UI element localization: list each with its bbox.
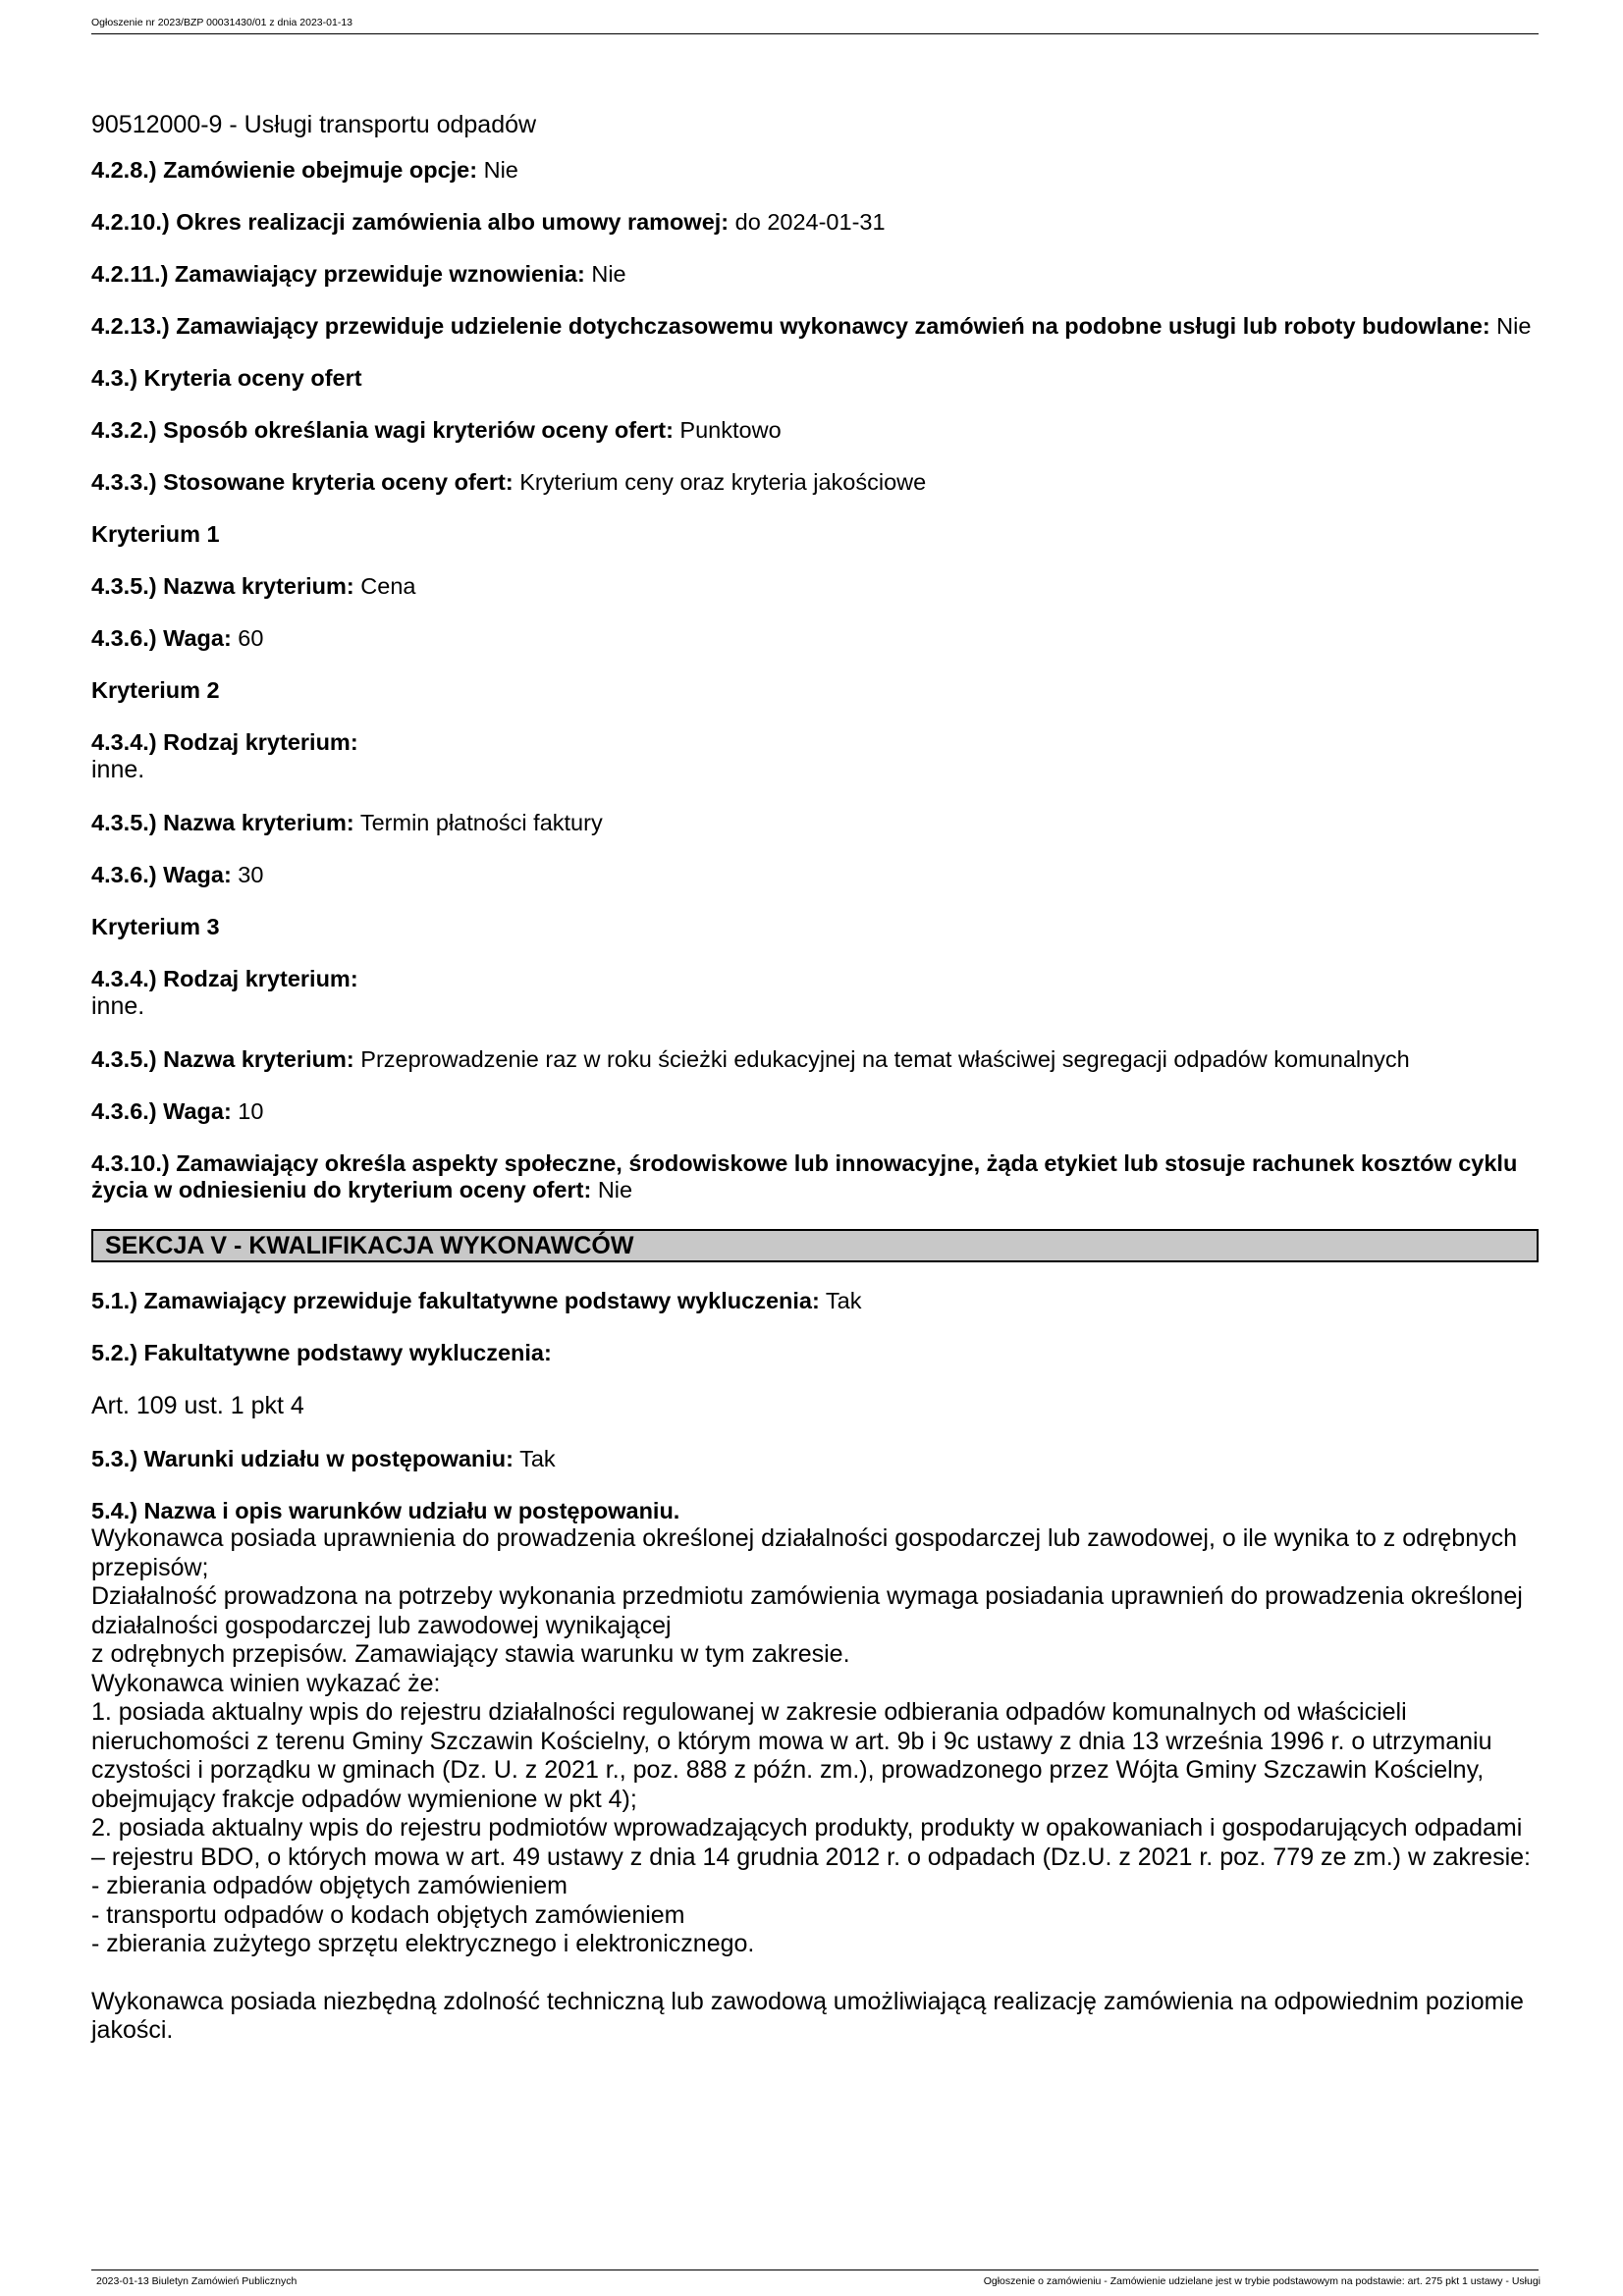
condition-line: Działalność prowadzona na potrzeby wykonania przedmiotu zamówienia wymaga posiadania uprawnień do prowadzenia określonej działalności gospodarczej lub zawodowej wynikającej — [91, 1582, 1523, 1639]
field-value: Termin płatności faktury — [353, 810, 603, 835]
footer-right: Ogłoszenie o zamówieniu - Zamówienie udzielane jest w trybie podstawowym na podstawie: art. 275 pkt 1 ustawy - Usługi — [983, 2275, 1541, 2287]
field-label: 4.3.6.) Waga: — [91, 625, 232, 651]
field-label: 4.2.8.) Zamówienie obejmuje opcje: — [91, 157, 478, 183]
criterion-3-type — [91, 966, 1539, 1021]
criterion-2-name — [91, 810, 1539, 836]
criterion-3-title: Kryterium 3 — [91, 914, 220, 939]
header-rule — [91, 33, 1539, 34]
field-value: Przeprowadzenie raz w roku ścieżki edukacyjnej na temat właściwej segregacji odpadów komunalnych — [353, 1046, 1410, 1072]
field-4-2-8 — [91, 157, 1539, 184]
condition-line: - zbierania odpadów objętych zamówieniem — [91, 1872, 568, 1899]
field-4-3 — [91, 365, 1539, 392]
field-value: do 2024-01-31 — [729, 209, 886, 235]
footer-rule — [91, 2269, 1539, 2270]
criterion-2-title: Kryterium 2 — [91, 677, 220, 703]
field-label: 4.3.6.) Waga: — [91, 862, 232, 887]
field-value: Punktowo — [673, 417, 782, 443]
field-label: 4.2.13.) Zamawiający przewiduje udzielenie dotychczasowemu wykonawcy zamówień na podobne usługi lub roboty budowlane: — [91, 313, 1490, 339]
field-5-1 — [91, 1288, 1539, 1314]
condition-final: Wykonawca posiada niezbędną zdolność techniczną lub zawodową umożliwiającą realizację zamówienia na odpowiednim poziomie jakości. — [91, 1987, 1524, 2044]
field-4-3-10 — [91, 1150, 1539, 1203]
condition-line: 1. posiada aktualny wpis do rejestru działalności regulowanej w zakresie odbierania odpadów komunalnych od właścicieli nieruchomości z terenu Gminy Szczawin Kościelny, o którym mowa w art. 9b i 9c ustawy z dnia 13 września 1996 r. o utrzymaniu czystości i porządku w gminach (Dz. U. z 2021 r., poz. 888 z późn. zm.), prowadzonego przez Wójta Gminy Szczawin Kościelny, obejmujący frakcje odpadów wymienione w pkt 4); — [91, 1698, 1492, 1813]
field-label: 5.1.) Zamawiający przewiduje fakultatywne podstawy wykluczenia: — [91, 1288, 820, 1313]
condition-line: - zbierania zużytego sprzętu elektrycznego i elektronicznego. — [91, 1930, 755, 1957]
field-label: 4.3.3.) Stosowane kryteria oceny ofert: — [91, 469, 514, 495]
field-5-4 — [91, 1498, 1539, 2046]
condition-line: z odrębnych przepisów. Zamawiający stawia warunku w tym zakresie. — [91, 1640, 850, 1668]
field-label: 4.3.4.) Rodzaj kryterium: — [91, 966, 358, 991]
criterion-2-weight — [91, 862, 1539, 888]
field-4-2-11 — [91, 261, 1539, 288]
field-label: 4.3.) Kryteria oceny ofert — [91, 365, 362, 391]
section-v-header: SEKCJA V - KWALIFIKACJA WYKONAWCÓW — [91, 1229, 1539, 1262]
page-header: Ogłoszenie nr 2023/BZP 00031430/01 z dnia 2023-01-13 — [91, 17, 353, 28]
document-body — [91, 111, 1539, 2046]
condition-line: - transportu odpadów o kodach objętych zamówieniem — [91, 1900, 685, 1929]
criterion-1-weight — [91, 625, 1539, 652]
footer-left: 2023-01-13 Biuletyn Zamówień Publicznych — [96, 2275, 298, 2287]
cpv-line: 90512000-9 - Usługi transportu odpadów — [91, 111, 537, 138]
field-value: Nie — [477, 157, 518, 183]
criterion-1-name — [91, 573, 1539, 600]
field-5-2-label: 5.2.) Fakultatywne podstawy wykluczenia: — [91, 1340, 552, 1365]
condition-line: Wykonawca winien wykazać że: — [91, 1669, 441, 1697]
field-label: 4.3.10.) Zamawiający określa aspekty społeczne, środowiskowe lub innowacyjne, żąda etykiet lub stosuje rachunek kosztów cyklu życia w odniesieniu do kryterium oceny ofert: — [91, 1150, 1518, 1202]
field-5-2-value: Art. 109 ust. 1 pkt 4 — [91, 1392, 304, 1419]
field-label: 4.2.10.) Okres realizacji zamówienia albo umowy ramowej: — [91, 209, 730, 235]
field-4-2-13 — [91, 313, 1539, 340]
field-label: 4.3.6.) Waga: — [91, 1098, 232, 1124]
field-label: 4.3.4.) Rodzaj kryterium: — [91, 729, 358, 755]
field-4-2-10 — [91, 209, 1539, 236]
field-4-3-2 — [91, 417, 1539, 444]
field-label: 4.3.5.) Nazwa kryterium: — [91, 810, 354, 835]
field-5-4-title: 5.4.) Nazwa i opis warunków udziału w postępowaniu. — [91, 1498, 680, 1523]
field-label: 5.3.) Warunki udziału w postępowaniu: — [91, 1446, 514, 1471]
field-label: 4.2.11.) Zamawiający przewiduje wznowienia: — [91, 261, 585, 287]
field-value: inne. — [91, 992, 145, 1020]
field-5-3 — [91, 1446, 1539, 1472]
field-value: Tak — [514, 1446, 556, 1471]
field-value: inne. — [91, 756, 145, 783]
criterion-3-name — [91, 1046, 1539, 1073]
spacer — [91, 1959, 1539, 1988]
condition-line: Wykonawca posiada uprawnienia do prowadzenia określonej działalności gospodarczej lub zawodowej, o ile wynika to z odrębnych przepisów; — [91, 1524, 1518, 1581]
criterion-2-type — [91, 729, 1539, 784]
field-value: Tak — [819, 1288, 862, 1313]
field-value: Cena — [353, 573, 416, 599]
field-4-3-3 — [91, 469, 1539, 496]
field-value: Nie — [591, 1177, 633, 1202]
field-value: Nie — [1489, 313, 1532, 339]
field-value: Kryterium ceny oraz kryteria jakościowe — [513, 469, 927, 495]
field-value: 60 — [231, 625, 264, 651]
field-label: 4.3.5.) Nazwa kryterium: — [91, 573, 354, 599]
condition-line: 2. posiada aktualny wpis do rejestru podmiotów wprowadzających produkty, produkty w opakowaniach i gospodarujących odpadami – rejestru BDO, o których mowa w art. 49 ustawy z dnia 14 grudnia 2012 r. o odpadach (Dz.U. z 2021 r. poz. 779 ze zm.) w zakresie: — [91, 1814, 1531, 1871]
field-label: 4.3.5.) Nazwa kryterium: — [91, 1046, 354, 1072]
field-value: Nie — [584, 261, 626, 287]
field-value: 30 — [231, 862, 264, 887]
field-label: 4.3.2.) Sposób określania wagi kryteriów oceny ofert: — [91, 417, 674, 443]
criterion-3-weight — [91, 1098, 1539, 1125]
criterion-1-title: Kryterium 1 — [91, 521, 220, 547]
field-value: 10 — [231, 1098, 264, 1124]
